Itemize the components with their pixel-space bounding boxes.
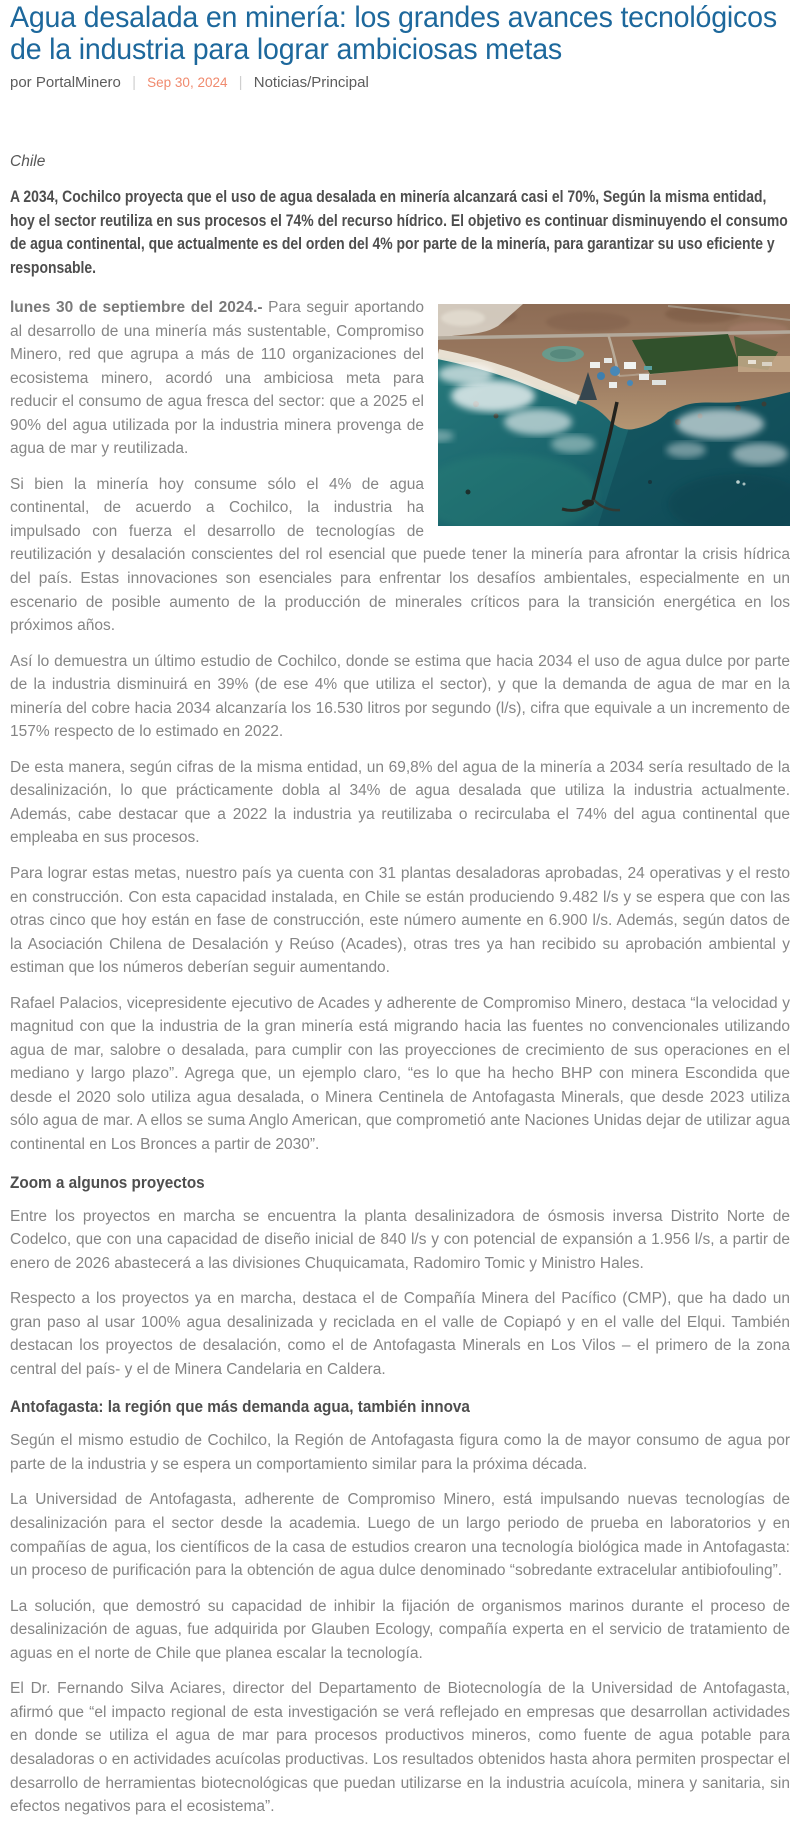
location-label: Chile [10,152,46,170]
subheading-antofagasta: Antofagasta: la región que más demanda agua, también innova [10,1397,470,1417]
paragraph-1-bold-intro: lunes 30 de septiembre del 2024.- [10,298,263,316]
byline-separator: | [132,73,136,91]
paragraph-3: Así lo demuestra un último estudio de Cochilco, donde se estima que hacia 2034 el uso de agua dulce por parte de la industria disminuirá en 39% (de ese 4% que utiliza el sector), y que la demanda de agua de mar en la minería del cobre hacia 2034 alcanzaría los 16.530 litros por segundo (l/s), cifra que equivale a un incremento de 157% respecto de lo estimado en 2022. [10,652,790,741]
paragraph-4: De esta manera, según cifras de la misma entidad, un 69,8% del agua de la minería a 2034 sería resultado de la desalinización, lo que prácticamente dobla al 34% de agua desalada que utiliza la industria actualmente. Además, cabe destacar que a 2022 la industria ya reutilizaba o recirculaba el 74% del agua continental que empleaba en sus procesos. [10,758,790,847]
byline [10,74,790,91]
paragraph-7: Entre los proyectos en marcha se encuentra la planta desalinizadora de ósmosis inversa Distrito Norte de Codelco, que con una capacidad de diseño inicial de 840 l/s y con potencial de expansión a 1.956 l/s, a partir de enero de 2026 abastecerá a las divisiones Chuquicamata, Radomiro Tomic y Ministro Hales. [10,1207,790,1272]
subheading-proyectos: Zoom a algunos proyectos [10,1172,205,1192]
author-link[interactable]: PortalMinero [35,73,121,91]
category-link[interactable]: Noticias/Principal [253,73,369,91]
paragraph-5: Para lograr estas metas, nuestro país ya cuenta con 31 plantas desaladoras aprobadas, 24 operativas y el resto en construcción. Con esta capacidad instalada, en Chile se están produciendo 9.482 l/s y se espera que con las otras cinco que hoy están en fase de construcción, este número aumente en 6.900 l/s. Además, según datos de la Asociación Chilena de Desalación y Reúso (Acades), otras tres ya han recibido su aprobación ambiental y estiman que los números deberían seguir aumentando. [10,865,790,977]
publish-date: Sep 30, 2024 [147,74,228,90]
paragraph-2: Si bien la minería hoy consume sólo el 4% de agua continental, de acuerdo a Cochilco, la industria ha impulsado con fuerza el desarrollo de tecnologías de reutilización y desalación conscientes del rol esencial que puede tener la minería para afrontar la crisis hídrica del país. Estas innovaciones son esenciales para enfrentar los desafíos ambientales, especialmente en un escenario de posible aumento de la producción de minerales críticos para la transición energética en los próximos años. [10,475,790,635]
paragraph-6: Rafael Palacios, vicepresidente ejecutivo de Acades y adherente de Compromiso Minero, destaca “la velocidad y magnitud con que la industria de la gran minería está migrando hacia las fuentes no convencionales utilizando agua de mar, salobre o desalada, para cumplir con las proyecciones de crecimiento de sus operaciones en el mediano y largo plazo”. Agrega que, un ejemplo claro, “es lo que ha hecho BHP con minera Escondida que desde el 2020 solo utiliza agua desalada, o Minera Centinela de Antofagasta Minerals, que desde 2023 utiliza sólo agua de mar. A ellos se suma Anglo American, que comprometió ante Naciones Unidas dejar de utilizar agua continental en Los Bronces a partir de 2030”. [10,994,790,1154]
paragraph-12: El Dr. Fernando Silva Aciares, director del Departamento de Biotecnología de la Universidad de Antofagasta, afirmó que “el impacto regional de esta investigación se verá reflejado en empresas que desarrollan actividades en donde se utiliza el agua de mar para procesos productivos mineros, como fuente de agua potable para desaladoras o en actividades acuícolas productivas. Los resultados obtenidos hasta ahora permiten prospectar el desarrollo de herramientas biotecnológicas que puedan utilizarse en la industria acuícola, minera y sanitaria, sin efectos negativos para el ecosistema”. [10,1680,790,1816]
paragraph-10: La Universidad de Antofagasta, adherente de Compromiso Minero, está impulsando nuevas tecnologías de desalinización para el sector desde la academia. Luego de un largo periodo de prueba en laboratorios y en compañías de agua, los científicos de la casa de estudios crearon una tecnología biológica made in Antofagasta: un proceso de purificación para la obtención de agua dulce denominado “sobredante extracelular antibiofouling”. [10,1491,790,1580]
article-image [438,304,790,526]
paragraph-8: Respecto a los proyectos ya en marcha, destaca el de Compañía Minera del Pacífico (CMP), que ha dado un gran paso al usar 100% agua desalinizada y reciclada en el valle de Copiapó y en el valle del Elqui. También destacan los proyectos de desalación, como el de Antofagasta Minerals en Los Vilos – el primero de la zona central del país- y el de Minera Candelaria en Caldera. [10,1290,790,1378]
page-title: Agua desalada en minería: los grandes avances tecnológicos de la industria para lograr ambiciosas metas [10,1,777,67]
byline-separator: | [238,73,243,91]
lead-paragraph: A 2034, Cochilco proyecta que el uso de agua desalada en minería alcanzará casi el 70%, Según la misma entidad, hoy el sector reutiliza en sus procesos el 74% del recurso hídrico. El objetivo es continuar disminuyendo el consumo de agua continental, que actualmente es del orden del 4% por parte de la minería, para garantizar su uso eficiente y responsable. [10,186,788,278]
article-page [0,2,802,1831]
paragraph-11: La solución, que demostró su capacidad de inhibir la fijación de organismos marinos durante el proceso de desalinización de aguas, fue adquirida por Glauben Ecology, compañía experta en el servicio de tratamiento de aguas en el norte de Chile que planea escalar la tecnología. [10,1597,790,1662]
paragraph-9: Según el mismo estudio de Cochilco, la Región de Antofagasta figura como la de mayor consumo de agua por parte de la industria y se espera un comportamiento similar para la próxima década. [10,1432,790,1473]
paragraph-1 [10,296,790,461]
byline-prefix: por [10,73,32,91]
paragraph-1-text: Para seguir aportando al desarrollo de una minería más sustentable, Compromiso Minero, red que agrupa a más de 110 organizaciones del ecosistema minero, acordó una ambiciosa meta para reducir el consumo de agua fresca del sector: que a 2025 el 90% del agua utilizada por la industria minera provenga de agua de mar y reutilizada. [10,298,425,458]
